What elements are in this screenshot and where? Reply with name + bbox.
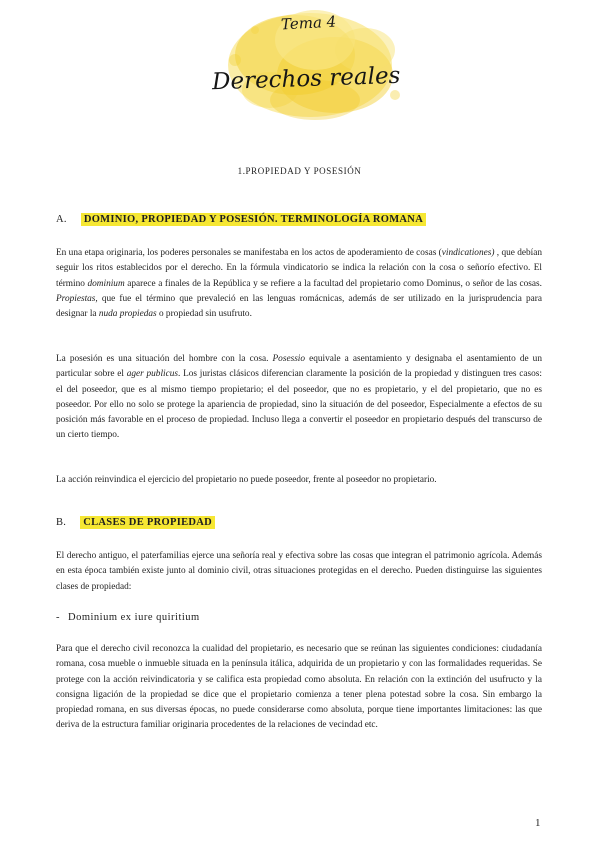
tema-label: Tema 4 bbox=[280, 12, 337, 34]
page-number: 1 bbox=[535, 817, 541, 829]
heading-a-letter: A. bbox=[56, 214, 67, 225]
paragraph-2: La posesión es una situación del hombre con la cosa. Posessio equivale a asentamiento y designaba el asentamiento de un particular sobre el ager publicus. Los juristas clásicos diferencian claramente la posición de la propiedad y distinguen tres casos: el del poseedor, que es al mismo tiempo propietario; el del poseedor, que no es propietario, y el del propietario, que no es poseedor. Por ello no solo se protege la apariencia de propiedad, sino la situación de del poseedor, Especialmente a efectos de su posición más favorable en el proceso de propiedad. Incluso llega a convertir el poseedor en propietario después del transcurso de un cierto tiempo. bbox=[56, 354, 543, 441]
heading-a-text: DOMINIO, PROPIEDAD Y POSESIÓN. TERMINOLOGÍA ROMANA bbox=[81, 213, 426, 226]
heading-b bbox=[56, 517, 215, 528]
heading-b-letter: B. bbox=[56, 517, 67, 528]
paragraph-3: La acción reinvindica el ejercicio del propietario no puede poseedor, frente al poseedor no propietario. bbox=[56, 475, 437, 485]
heading-a bbox=[56, 214, 426, 225]
subheading-dash: - bbox=[56, 612, 60, 623]
subheading-dominium bbox=[56, 612, 200, 623]
heading-b-text: CLASES DE PROPIEDAD bbox=[80, 516, 215, 529]
paragraph-4: El derecho antiguo, el paterfamilias ejerce una señoría real y efectiva sobre las cosas que integran el patrimonio agrícola. Además en esta época también existe junto al dominio civil, otras situaciones protegidas en el derecho. Pueden distinguirse las siguientes clases de propiedad: bbox=[56, 551, 542, 592]
section-title: 1.PROPIEDAD Y POSESIÓN bbox=[237, 166, 362, 176]
subheading-text: Dominium ex iure quiritium bbox=[68, 612, 200, 623]
paragraph-1: En una etapa originaria, los poderes personales se manifestaba en los actos de apoderamiento de cosas (vindicationes) , que debían seguir los ritos establecidos por el derecho. En la fórmula vindicatorio se indica la relación con la cosa o señorío efectivo. El término dominium aparece a finales de la República y se refiere a la facultad del propietario como Dominus, o señor de las cosas. Propiestas, que fue el término que prevaleció en las lenguas romácnicas, además de ser utilizado en la jurisprudencia para designar la nuda propiedas o propiedad sin usufruto. bbox=[56, 248, 543, 320]
document-title: Derechos reales bbox=[211, 62, 401, 96]
paragraph-5: Para que el derecho civil reconozca la cualidad del propietario, es necesario que se reúnan las siguientes condiciones: ciudadanía romana, cosa mueble o inmueble situada en la península itálica, adquirida de un propietario y con las formalidades requeridas. Se protege con la acción reivindicatoria y se califica esta propiedad como absoluta. En relación con la extinción del usufructo y la consigna ligación de la propiedad se dice que el propietario comienza a tener plena potestad sobre la cosa. Sin embargo la propiedad romana, en sus diversas épocas, no puede considerarse como absoluta, porque tiene importantes limitaciones: las que deriva de la estructura familiar originaria procedentes de la relaciones de vecindad etc. bbox=[56, 644, 542, 731]
